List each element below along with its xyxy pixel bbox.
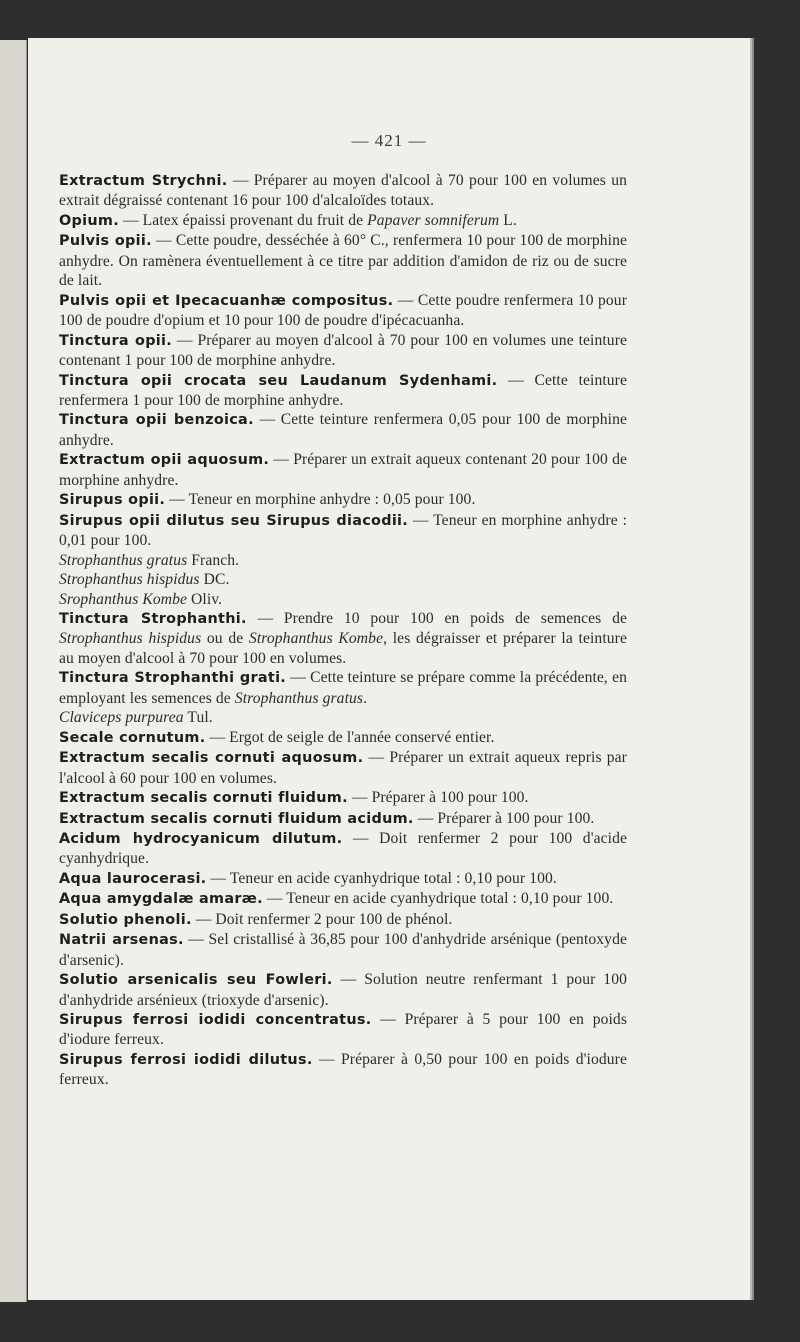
entry: Aqua laurocerasi. — Teneur en acide cyanhydrique total : 0,10 pour 100.	[59, 869, 557, 887]
species-entry: Strophanthus hispidus DC.	[59, 571, 230, 589]
entry: Solutio arsenicalis seu Fowleri. — Solution neutre renfermant 1 pour 100 d'anhydride arsénieux (trioxyde d'arsenic).	[59, 971, 627, 1009]
entry: Tinctura opii. — Préparer au moyen d'alcool à 70 pour 100 en volumes une teinture contenant 1 pour 100 de morphine anhydre.	[59, 331, 628, 370]
entry: Natrii arsenas. — Sel cristallisé à 36,85 pour 100 d'anhydride arsénique (pentoxyde d'arsenic).	[59, 931, 627, 969]
entry: Tinctura opii crocata seu Laudanum Sydenhami. — Cette teinture renfermera 1 pour 100 de morphine anhydre.	[59, 371, 627, 409]
entry: Sirupus opii. — Teneur en morphine anhydre : 0,05 pour 100.	[59, 491, 476, 509]
entry: Pulvis opii et Ipecacuanhæ compositus. — Cette poudre renfermera 10 pour 100 de poudre d'opium et 10 pour 100 de poudre d'ipécacuanha.	[59, 291, 627, 330]
entry: Extractum secalis cornuti fluidum. — Préparer à 100 pour 100.	[59, 789, 529, 807]
species-entry: Strophanthus gratus Franch.	[59, 551, 240, 569]
document-page	[28, 38, 750, 1300]
entry: Sirupus ferrosi iodidi concentratus. — Préparer à 5 pour 100 en poids d'iodure ferreux.	[59, 1011, 627, 1049]
entry: Sirupus opii dilutus seu Sirupus diacodii. — Teneur en morphine anhydre : 0,01 pour 100.	[59, 511, 627, 550]
species-entry: Claviceps purpurea Tul.	[59, 709, 213, 727]
entry: Tinctura Strophanthi. — Prendre 10 pour 100 en poids de semences de Strophanthus hispidus ou de Strophanthus Kombe, les dégraisser et préparer la teinture au moyen d'alcool à 70 pour 100 en volumes.	[59, 609, 627, 667]
entry: Tinctura Strophanthi grati. — Cette teinture se prépare comme la précédente, en employant les semences de Strophanthus gratus.	[59, 669, 628, 707]
entry: Extractum Strychni. — Préparer au moyen d'alcool à 70 pour 100 en volumes un extrait dégraissé contenant 16 pour 100 d'alcaloïdes totaux.	[59, 172, 627, 210]
page-number: — 421 —	[351, 131, 427, 150]
entry: Aqua amygdalæ amaræ. — Teneur en acide cyanhydrique total : 0,10 pour 100.	[59, 890, 614, 908]
entry: Sirupus ferrosi iodidi dilutus. — Préparer à 0,50 pour 100 en poids d'iodure ferreux.	[59, 1050, 627, 1089]
entry: Secale cornutum. — Ergot de seigle de l'année conservé entier.	[59, 728, 495, 746]
adjacent-page-edge	[0, 40, 27, 1302]
entry: Extractum secalis cornuti aquosum. — Préparer un extrait aqueux repris par l'alcool à 60 pour 100 en volumes.	[59, 749, 627, 787]
entry: Extractum opii aquosum. — Préparer un extrait aqueux contenant 20 pour 100 de morphine anhydre.	[59, 451, 627, 489]
entry: Extractum secalis cornuti fluidum acidum. — Préparer à 100 pour 100.	[59, 809, 595, 827]
entry: Acidum hydrocyanicum dilutum. — Doit renfermer 2 pour 100 d'acide cyanhydrique.	[59, 829, 627, 868]
species-entry: Srophanthus Kombe Oliv.	[59, 590, 223, 608]
entry: Tinctura opii benzoica. — Cette teinture renfermera 0,05 pour 100 de morphine anhydre.	[59, 411, 627, 449]
entry: Solutio phenoli. — Doit renfermer 2 pour 100 de phénol.	[59, 910, 453, 928]
entry-list	[47, 171, 627, 1090]
entry: Opium. — Latex épaissi provenant du fruit de Papaver somniferum L.	[59, 211, 517, 229]
entry: Pulvis opii. — Cette poudre, desséchée à 60° C., renfermera 10 pour 100 de morphine anhydre. On ramènera éventuellement à ce titre par addition d'amidon de riz ou de sucre de lait.	[59, 232, 628, 290]
